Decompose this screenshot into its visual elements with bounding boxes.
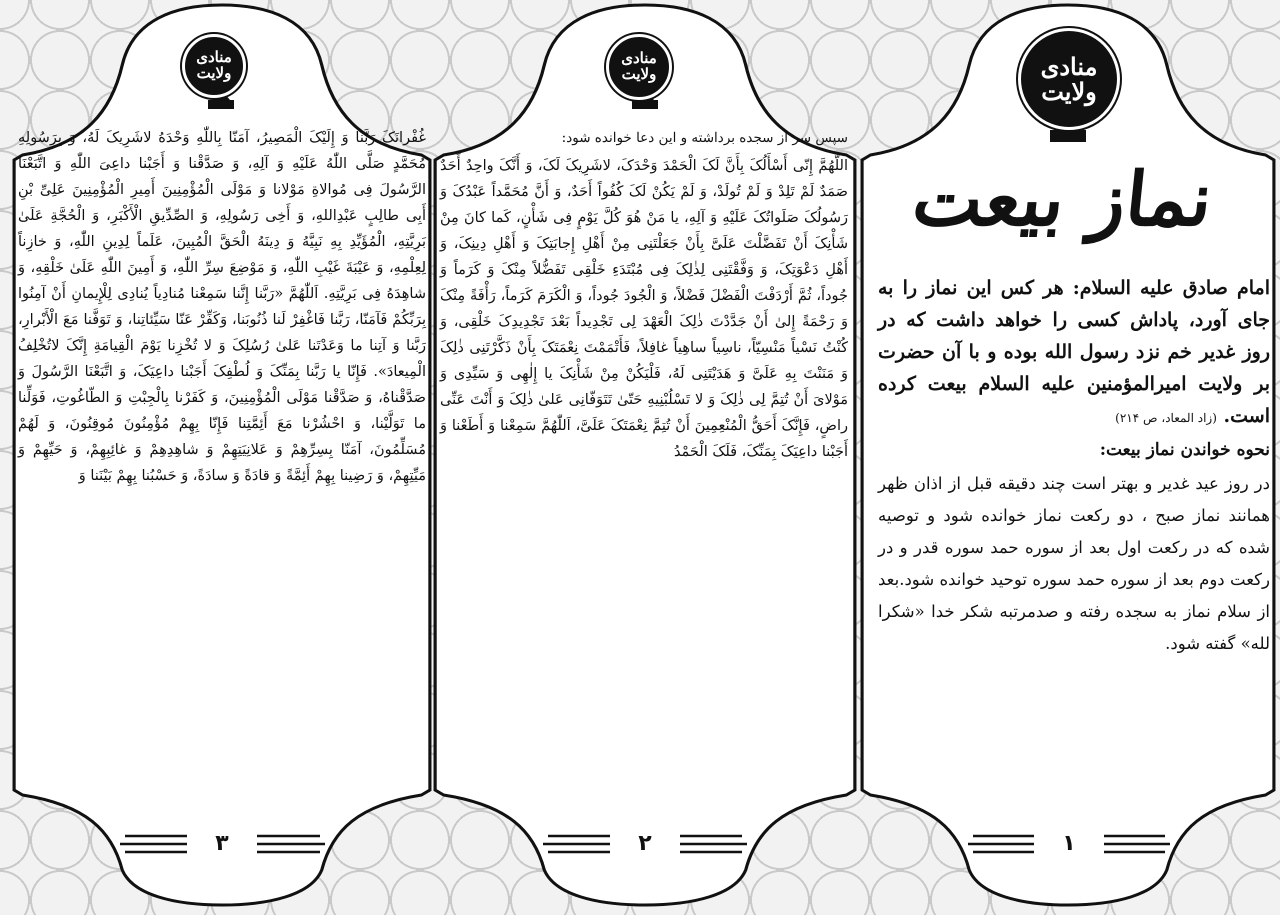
page-number-1: ١ bbox=[1034, 829, 1104, 859]
page-number-2: ٢ bbox=[610, 829, 680, 859]
panel-2-prayer: اللّهُمَّ إِنّی أَسْأَلُکَ بِأَنَّ لَکَ الْحَمْدَ وَحْدَکَ، لاشَرِیکَ لَکَ، وَ أَنَّکَ واحِدٌ أَحَدٌ صَمَدٌ لَمْ تَلِدْ وَ لَمْ تُولَدْ، وَ لَمْ یَکُنْ لَکَ کُفُواً أَحَدٌ، وَ أَنَّ مُحَمَّداً عَبْدُکَ وَ رَسُولُکَ صَلَواتُکَ عَلَیْهِ وَ آلِهِ، یا مَنْ هُوَ کُلَّ یَوْمٍ فِی شَأْنٍ، کَما کانَ مِنْ شَأْنِکَ أَنْ تَفَضَّلْتَ عَلَیَّ بِأَنْ جَعَلْتَنِی مِنْ أَهْلِ إِجابَتِکَ وَ أَهْلِ دِینِکَ، وَ أَهْلِ دَعْوَتِکَ، وَ وَفَّقْتَنِی لِذٰلِکَ فِی مُبْتَدَءِ خَلْقِی تَفَضُّلاً مِنْکَ وَ کَرَماً وَ جُوداً، ثُمَّ أَرْدَفْتَ الْفَضْلَ فَضْلاً، وَ الْجُودَ جُوداً، وَ الْکَرَمَ کَرَماً، رَأْفَةً مِنْکَ وَ رَحْمَةً إِلیٰ أَنْ جَدَّدْتَ ذٰلِکَ الْعَهْدَ لِی تَجْدِیداً بَعْدَ تَجْدِیدِکَ خَلْقِی، وَ کُنْتُ نَسْیاً مَنْسِیّاً، ناسِیاً ساهِیاً غافِلاً، فَأَتْمَمْتَ نِعْمَتَکَ بِأَنْ ذَکَّرْتَنِی ذٰلِکَ وَ مَنَنْتَ بِهِ عَلَیَّ وَ هَدَیْتَنِی لَهُ، فَلْیَکُنْ مِنْ شَأْنِکَ یا إِلٰهِی وَ سَیِّدِی وَ مَوْلایَ أَنْ تُتِمَّ لِی ذٰلِکَ وَ لا تَسْلُبْنِیهِ حَتّیٰ تَتَوَفّانِی عَلیٰ ذٰلِکَ وَ أَنْتَ عَنِّی راضٍ، فَإِنَّکَ أَحَقُّ الْمُنْعِمِینَ أَنْ تُتِمَّ نِعْمَتَکَ عَلَیَّ، اَللّٰهُمَّ سَمِعْنا وَ أَطَعْنا وَ أَجَبْنا داعِیَکَ بِمَنِّکَ، فَلَکَ الْحَمْدُ bbox=[440, 158, 848, 460]
panel-2-intro: سپس سر از سجده برداشته و این دعا خوانده شود: bbox=[561, 130, 848, 146]
hadith-text: امام صادق علیه السلام: هر کس این نماز را به جای آورد، پاداش کسی را خواهد داشت که در روز غدیر خم نزد رسول الله بوده و با آن حضرت بر ولایت امیرالمؤمنین علیه السلام بیعت کرده است. bbox=[878, 277, 1270, 427]
panel-3-text bbox=[18, 125, 426, 489]
logo-line: منادی bbox=[1040, 51, 1098, 81]
panel-1-subheading: نحوه خواندن نماز بیعت: bbox=[1099, 440, 1270, 460]
panel-1-lead bbox=[878, 272, 1270, 434]
page-title: نماز بیعت bbox=[908, 157, 1217, 243]
panel-1-logo bbox=[1018, 28, 1120, 130]
page-number-3: ٣ bbox=[187, 829, 257, 859]
panel-1-text bbox=[878, 272, 1270, 660]
logo-line: ولایت bbox=[621, 65, 657, 83]
hadith-reference: (زاد المعاد، ص ۲۱۴) bbox=[1115, 411, 1217, 425]
panel-1-body: در روز عید غدیر و بهتر است چند دقیقه قبل از اذان ظهر همانند نماز صبح ، دو رکعت نماز خوانده شود و توصیه شده که در رکعت اول بعد از سوره حمد سوره قدر و در رکعت دوم بعد از سوره حمد سوره توحید خوانده شود.بعد از سلام نماز به سجده رفته و صدمرتبه شکر خدا «شکرا لله» گفته شود. bbox=[878, 474, 1270, 653]
logo-line: منادی bbox=[621, 49, 657, 68]
panel-3-logo bbox=[182, 34, 246, 98]
panel-2-logo bbox=[606, 34, 672, 100]
panel-2-text bbox=[440, 125, 848, 465]
panel-3-prayer: غُفْرانَکَ رَبَّنا وَ إِلَیْکَ الْمَصِیرُ، آمَنّا بِاللّٰهِ وَحْدَهُ لاشَرِیکَ لَهُ، وَ بِرَسُولِهِ مُحَمَّدٍ صَلَّی اللّٰهُ عَلَیْهِ وَ آلِهِ، وَ صَدَّقْنا وَ أَجَبْنا داعِیَ اللّٰهِ وَ اتَّبَعْنَا الرَّسُولَ فِی مُوالاةِ مَوْلانا وَ مَوْلَی الْمُؤْمِنِینَ أَمِیرِ الْمُؤْمِنِینَ عَلِیِّ بْنِ أَبِی طالِبٍ عَبْدِاللهِ، وَ أَخِی رَسُولِهِ، وَ الصِّدِّیقِ الْأَکْبَرِ، وَ الْحُجَّةِ عَلَیٰ بَرِیَّتِهِ، الْمُؤَیِّدِ بِهِ نَبِیَّهُ وَ دِینَهُ الْحَقَّ الْمُبِینَ، عَلَماً لِدِینِ اللّٰهِ، وَ خازِناً لِعِلْمِهِ، وَ عَیْبَةَ غَیْبِ اللّٰهِ، وَ مَوْضِعَ سِرِّ اللّٰهِ، وَ أَمِینَ اللّٰهِ عَلَیٰ خَلْقِهِ، وَ شاهِدَهُ فِی بَرِیَّتِهِ. اَللّٰهُمَّ «رَبَّنا إِنَّنا سَمِعْنا مُنادِیاً یُنادِی لِلْإِیمانِ أَنْ آمِنُوا بِرَبِّکُمْ فَآمَنّا، رَبَّنا فَاغْفِرْ لَنا ذُنُوبَنا، وَکَفِّرْ عَنّا سَیِّئاتِنا، وَ تَوَفَّنا مَعَ الْأَبْرارِ، رَبَّنا وَ آتِنا ما وَعَدْتَنا عَلیٰ رُسُلِکَ وَ لا تُخْزِنا یَوْمَ الْقِیامَةِ إِنَّکَ لاتُخْلِفُ الْمِیعادَ». فَإِنّا یا رَبَّنا بِمَنِّکَ وَ لُطْفِکَ أَجَبْنا داعِیَکَ، وَ اتَّبَعْنَا الرَّسُولَ وَ صَدَّقْناهُ، وَ صَدَّقْنا مَوْلَی الْمُؤْمِنِینَ، وَ کَفَرْنا بِالْجِبْتِ وَ الطّاغُوتِ، فَوَلِّنا ما تَوَلَّیْنا، وَ احْشُرْنا مَعَ أَئِمَّتِنا فَإِنّا بِهِمْ مُؤْمِنُونَ مُوقِنُونَ، وَ لَهُمْ مُسَلِّمُونَ، آمَنّا بِسِرِّهِمْ وَ عَلانِیَتِهِمْ وَ شاهِدِهِمْ وَ غائِبِهِمْ، وَ حَیِّهِمْ وَ مَیِّتِهِمْ، وَ رَضِینا بِهِمْ أَئِمَّةً وَ قادَةً وَ سادَةً، وَ حَسْبُنا بِهِمْ بَیْنَنا وَ bbox=[18, 130, 426, 484]
logo-line: منادی bbox=[196, 48, 232, 67]
logo-line: ولایت bbox=[196, 64, 232, 82]
logo-line: ولایت bbox=[1041, 77, 1097, 106]
